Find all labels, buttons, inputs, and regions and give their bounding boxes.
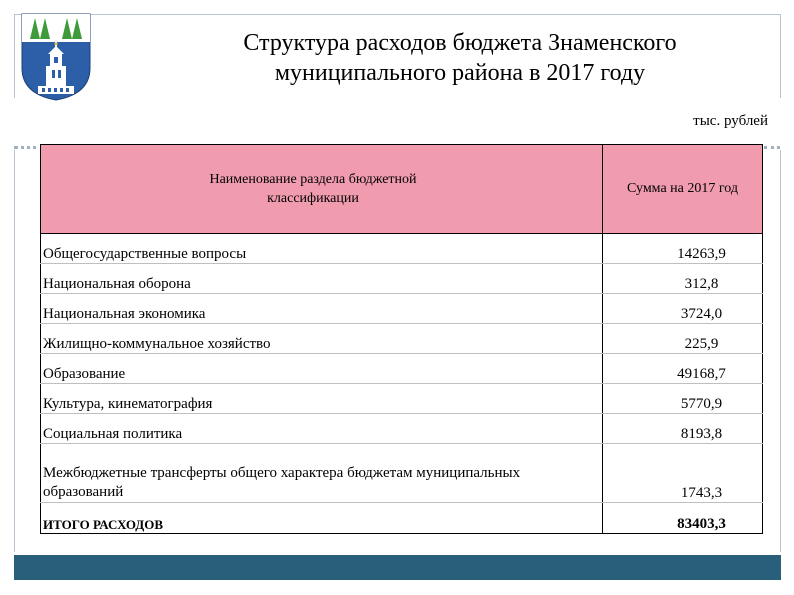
row-name: Культура, кинематография	[41, 384, 603, 414]
row-name: Национальная оборона	[41, 264, 603, 294]
table-row	[41, 414, 763, 444]
row-value: 225,9	[603, 324, 763, 354]
table-row	[41, 384, 763, 414]
currency-unit-label: тыс. рублей	[693, 113, 768, 129]
row-value: 49168,7	[603, 354, 763, 384]
column-header-section: Наименование раздела бюджетной классификации	[41, 145, 603, 234]
row-value: 8193,8	[603, 414, 763, 444]
total-row	[41, 503, 763, 534]
table-row	[41, 324, 763, 354]
row-value: 312,8	[603, 264, 763, 294]
row-name: Национальная экономика	[41, 294, 603, 324]
row-name: Социальная политика	[41, 414, 603, 444]
total-value: 83403,3	[603, 503, 763, 534]
title-line-1: Структура расходов бюджета Знаменского	[243, 30, 677, 56]
dotted-divider-right	[764, 146, 780, 149]
row-value: 5770,9	[603, 384, 763, 414]
frame-left-line	[14, 14, 15, 98]
table-row	[41, 264, 763, 294]
frame-right-line	[780, 14, 781, 98]
footer-bar	[14, 555, 781, 580]
frame-left-side	[14, 150, 15, 552]
row-value: 1743,3	[603, 444, 763, 503]
row-value: 14263,9	[603, 234, 763, 264]
table-row	[41, 444, 763, 503]
frame-top-line	[14, 14, 780, 15]
table-row	[41, 294, 763, 324]
table-row	[41, 234, 763, 264]
column-header-amount: Сумма на 2017 год	[603, 145, 763, 234]
frame-right-side	[780, 150, 781, 552]
budget-table	[40, 144, 763, 534]
coat-of-arms-icon	[18, 10, 94, 102]
row-value: 3724,0	[603, 294, 763, 324]
row-name: Межбюджетные трансферты общего характера бюджетам муниципальных образований	[41, 444, 603, 503]
total-label: ИТОГО РАСХОДОВ	[41, 503, 603, 534]
page-title	[140, 28, 780, 88]
title-line-2: муниципального района в 2017 году	[274, 60, 646, 86]
table-row	[41, 354, 763, 384]
row-name: Образование	[41, 354, 603, 384]
table-header-row	[41, 145, 763, 234]
row-name: Жилищно-коммунальное хозяйство	[41, 324, 603, 354]
row-name: Общегосударственные вопросы	[41, 234, 603, 264]
